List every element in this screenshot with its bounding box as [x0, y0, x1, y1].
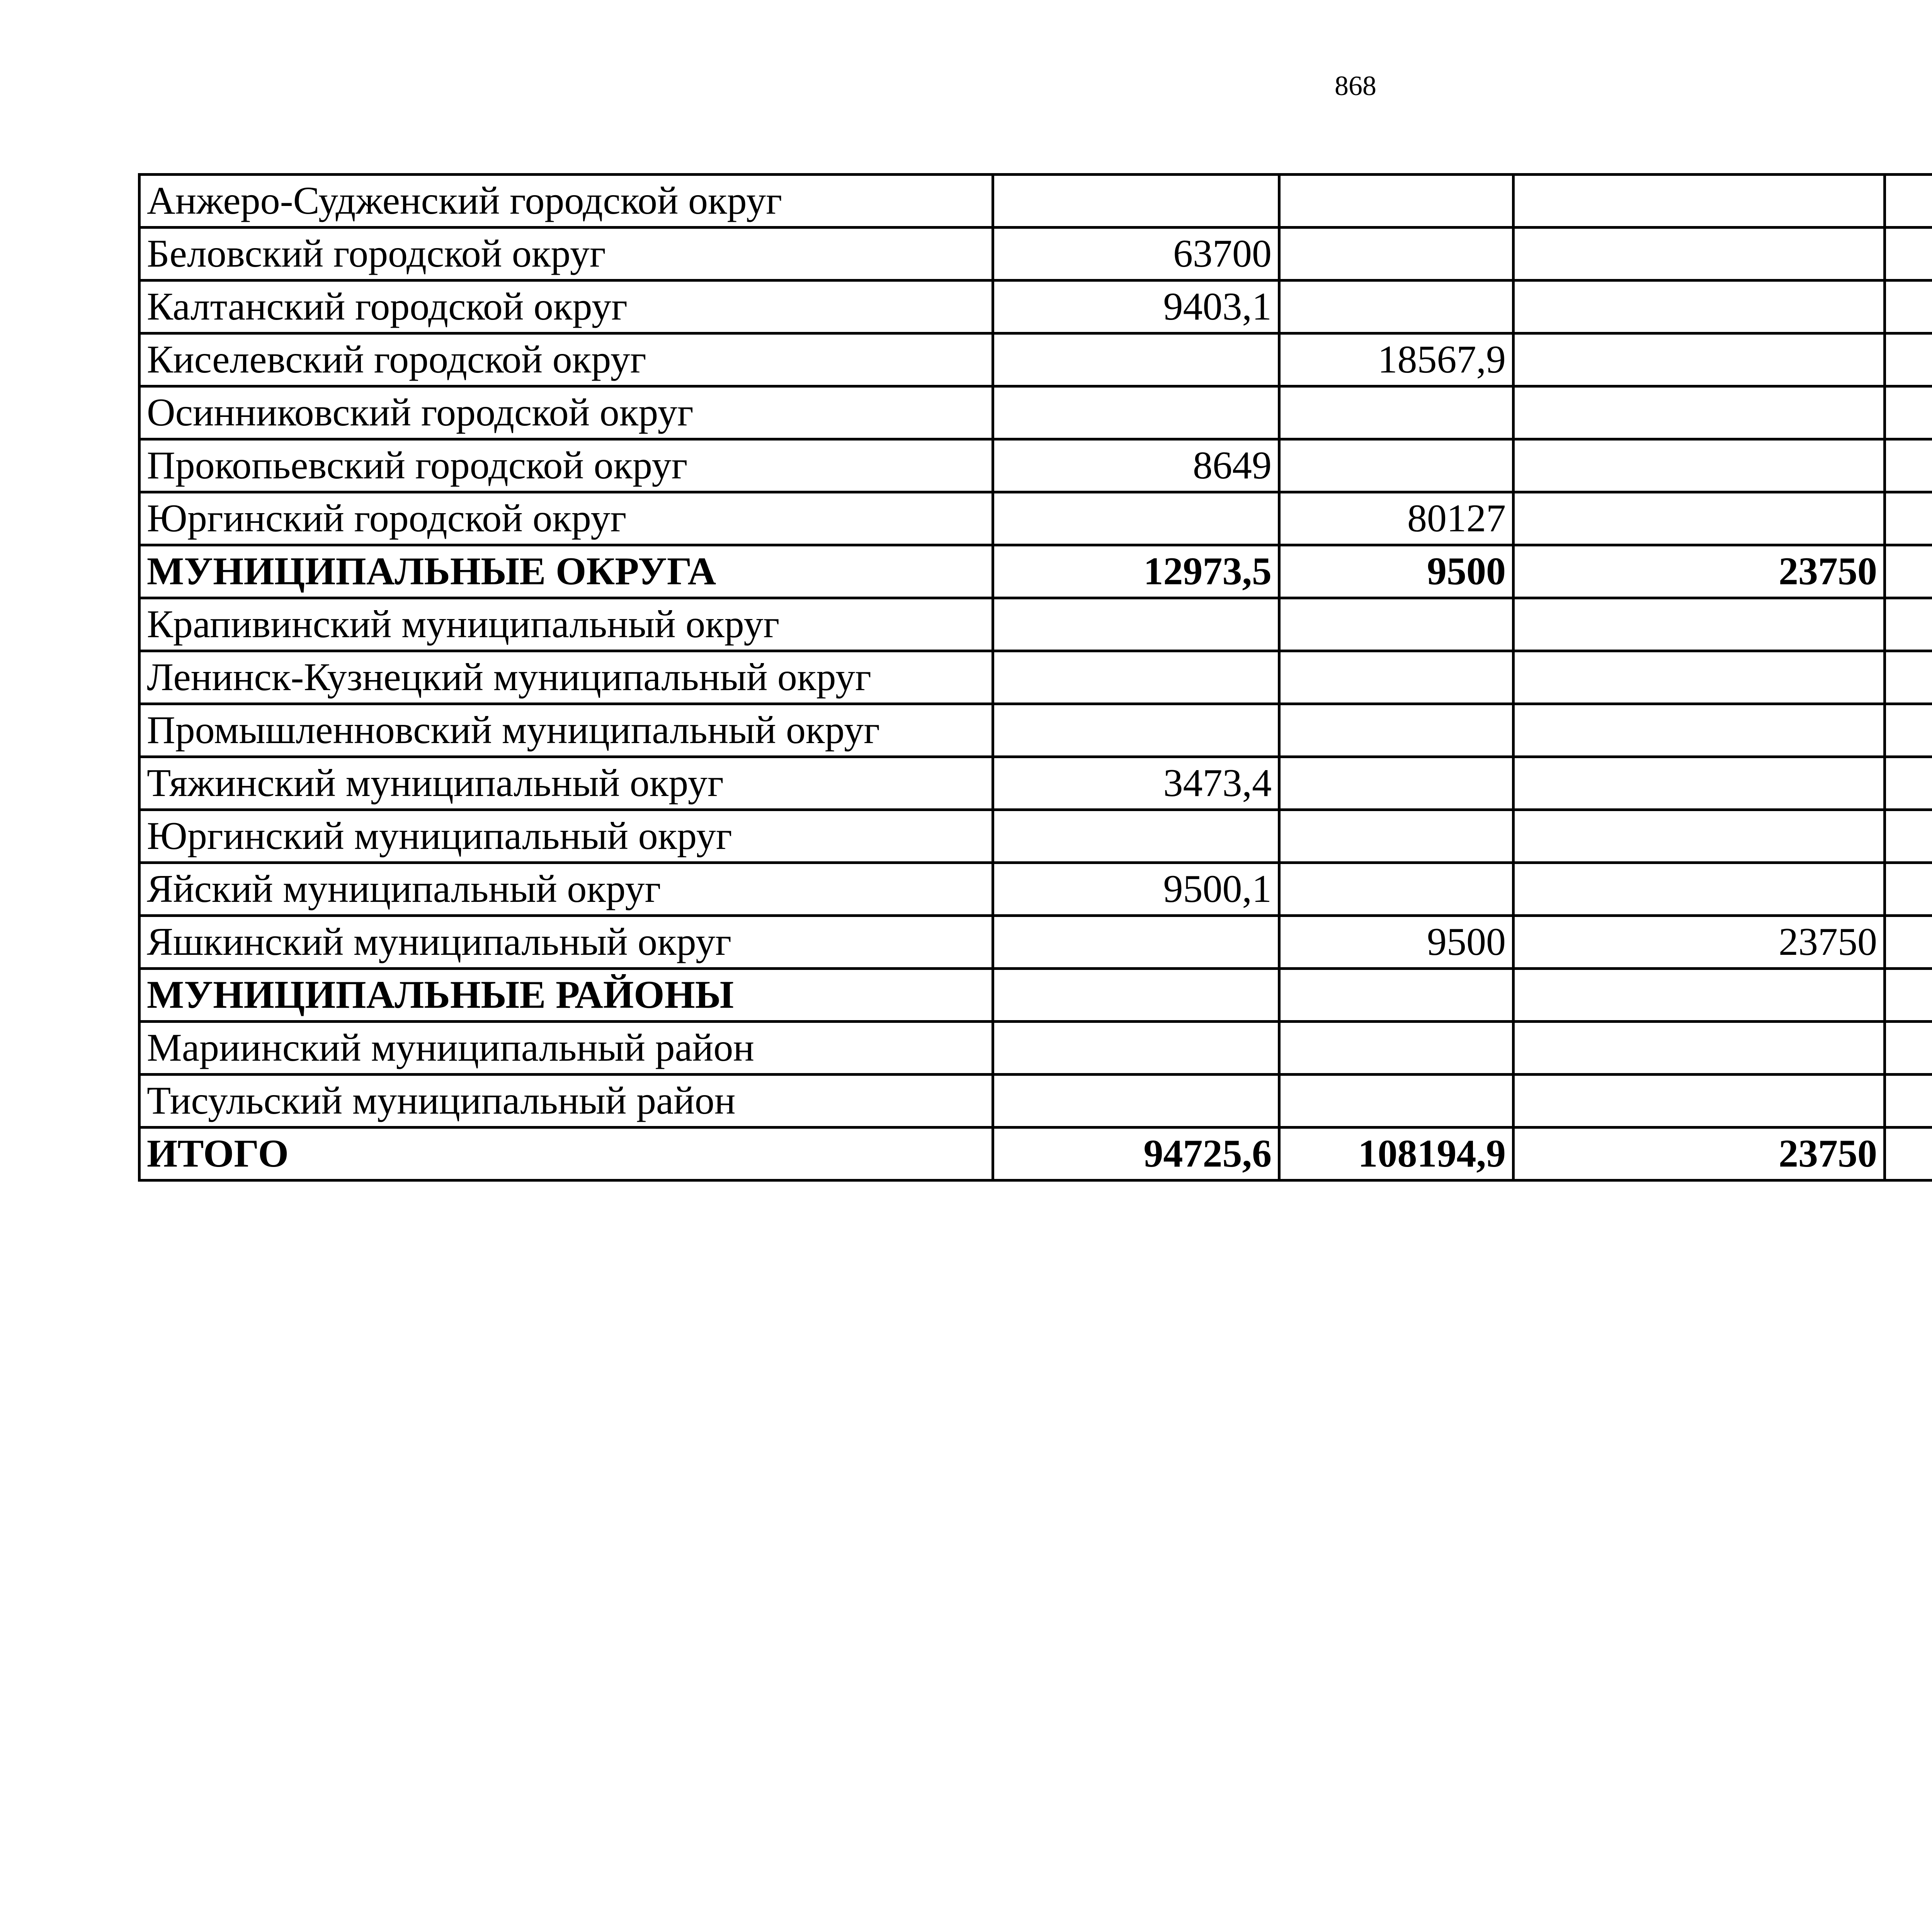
- value-cell: 9500: [1279, 545, 1514, 598]
- row-name-cell: Киселевский городской округ: [139, 333, 993, 386]
- row-name-cell: Юргинский городской округ: [139, 492, 993, 545]
- table-row: [139, 598, 1932, 651]
- value-cell: [993, 175, 1279, 228]
- row-name-cell: Яшкинский муниципальный округ: [139, 916, 993, 969]
- value-cell: [993, 810, 1279, 863]
- table-row: [139, 704, 1932, 757]
- value-cell: [1514, 651, 1885, 704]
- table-row: [139, 863, 1932, 916]
- value-cell: [1279, 757, 1514, 810]
- value-cell: 23750: [1514, 545, 1885, 598]
- table-row: [139, 333, 1932, 386]
- value-cell: [1885, 1022, 1932, 1075]
- value-cell: 23750: [1514, 1128, 1885, 1180]
- table-row: [139, 1075, 1932, 1128]
- table-row: [139, 439, 1932, 492]
- row-name-cell: ИТОГО: [139, 1128, 993, 1180]
- value-cell: 63700: [993, 228, 1279, 281]
- value-cell: [993, 598, 1279, 651]
- table-row: [139, 916, 1932, 969]
- value-cell: [1514, 281, 1885, 333]
- table-row: [139, 228, 1932, 281]
- value-cell: 108194,9: [1279, 1128, 1514, 1180]
- value-cell: [1885, 757, 1932, 810]
- value-cell: [1514, 386, 1885, 439]
- value-cell: 94725,6: [993, 1128, 1279, 1180]
- table-row: [139, 386, 1932, 439]
- table-row: [139, 1022, 1932, 1075]
- value-cell: [1279, 1075, 1514, 1128]
- value-cell: [1514, 598, 1885, 651]
- value-cell: [1279, 863, 1514, 916]
- row-name-cell: Калтанский городской округ: [139, 281, 993, 333]
- budget-table: [138, 173, 1932, 1182]
- table-summary-row: [139, 545, 1932, 598]
- value-cell: [1885, 651, 1932, 704]
- value-cell: [1514, 969, 1885, 1022]
- value-cell: [1885, 1075, 1932, 1128]
- value-cell: [1514, 175, 1885, 228]
- row-name-cell: МУНИЦИПАЛЬНЫЕ ОКРУГА: [139, 545, 993, 598]
- value-cell: [993, 916, 1279, 969]
- value-cell: 80127: [1279, 492, 1514, 545]
- value-cell: [1514, 333, 1885, 386]
- value-cell: [1514, 757, 1885, 810]
- table-row: [139, 810, 1932, 863]
- value-cell: 18567,9: [1279, 333, 1514, 386]
- row-name-cell: Анжеро-Судженский городской округ: [139, 175, 993, 228]
- value-cell: [1279, 386, 1514, 439]
- value-cell: 12973,5: [993, 545, 1279, 598]
- value-cell: [993, 704, 1279, 757]
- value-cell: [1514, 228, 1885, 281]
- value-cell: [1885, 916, 1932, 969]
- row-name-cell: Мариинский муниципальный район: [139, 1022, 993, 1075]
- value-cell: 9500,1: [993, 863, 1279, 916]
- value-cell: [1279, 281, 1514, 333]
- value-cell: 3473,4: [993, 757, 1279, 810]
- value-cell: [1279, 810, 1514, 863]
- value-cell: [1885, 545, 1932, 598]
- value-cell: [1514, 492, 1885, 545]
- value-cell: [1514, 810, 1885, 863]
- row-name-cell: Яйский муниципальный округ: [139, 863, 993, 916]
- row-name-cell: Беловский городской округ: [139, 228, 993, 281]
- value-cell: [993, 651, 1279, 704]
- value-cell: [993, 969, 1279, 1022]
- row-name-cell: Юргинский муниципальный округ: [139, 810, 993, 863]
- value-cell: [1885, 492, 1932, 545]
- table-body: [139, 175, 1932, 1180]
- value-cell: [1885, 439, 1932, 492]
- value-cell: [1279, 439, 1514, 492]
- value-cell: [1514, 1075, 1885, 1128]
- table-summary-row: [139, 1128, 1932, 1180]
- value-cell: [1279, 969, 1514, 1022]
- value-cell: 9403,1: [993, 281, 1279, 333]
- value-cell: [1514, 439, 1885, 492]
- value-cell: 9500: [1279, 916, 1514, 969]
- value-cell: [1279, 228, 1514, 281]
- value-cell: [993, 492, 1279, 545]
- row-name-cell: Промышленновский муниципальный округ: [139, 704, 993, 757]
- value-cell: [993, 1022, 1279, 1075]
- value-cell: [993, 386, 1279, 439]
- value-cell: [1885, 863, 1932, 916]
- value-cell: [1514, 704, 1885, 757]
- table-row: [139, 281, 1932, 333]
- value-cell: 23750: [1514, 916, 1885, 969]
- row-name-cell: Осинниковский городской округ: [139, 386, 993, 439]
- value-cell: [1885, 281, 1932, 333]
- value-cell: [1885, 386, 1932, 439]
- value-cell: [1885, 228, 1932, 281]
- value-cell: [1885, 969, 1932, 1022]
- value-cell: [1279, 1022, 1514, 1075]
- table-row: [139, 492, 1932, 545]
- value-cell: [1279, 704, 1514, 757]
- page-number: 868: [1335, 70, 1376, 101]
- value-cell: [993, 333, 1279, 386]
- value-cell: [1885, 1128, 1932, 1180]
- value-cell: [1514, 1022, 1885, 1075]
- table-summary-row: [139, 969, 1932, 1022]
- table-row: [139, 651, 1932, 704]
- value-cell: 8649: [993, 439, 1279, 492]
- table-row: [139, 175, 1932, 228]
- value-cell: [1279, 175, 1514, 228]
- row-name-cell: Тисульский муниципальный район: [139, 1075, 993, 1128]
- value-cell: [1885, 704, 1932, 757]
- value-cell: [1885, 598, 1932, 651]
- row-name-cell: Ленинск-Кузнецкий муниципальный округ: [139, 651, 993, 704]
- row-name-cell: Прокопьевский городской округ: [139, 439, 993, 492]
- table-row: [139, 757, 1932, 810]
- value-cell: [993, 1075, 1279, 1128]
- value-cell: [1279, 598, 1514, 651]
- value-cell: [1279, 651, 1514, 704]
- value-cell: [1885, 175, 1932, 228]
- value-cell: [1514, 863, 1885, 916]
- row-name-cell: МУНИЦИПАЛЬНЫЕ РАЙОНЫ: [139, 969, 993, 1022]
- value-cell: [1885, 333, 1932, 386]
- row-name-cell: Тяжинский муниципальный округ: [139, 757, 993, 810]
- value-cell: [1885, 810, 1932, 863]
- row-name-cell: Крапивинский муниципальный округ: [139, 598, 993, 651]
